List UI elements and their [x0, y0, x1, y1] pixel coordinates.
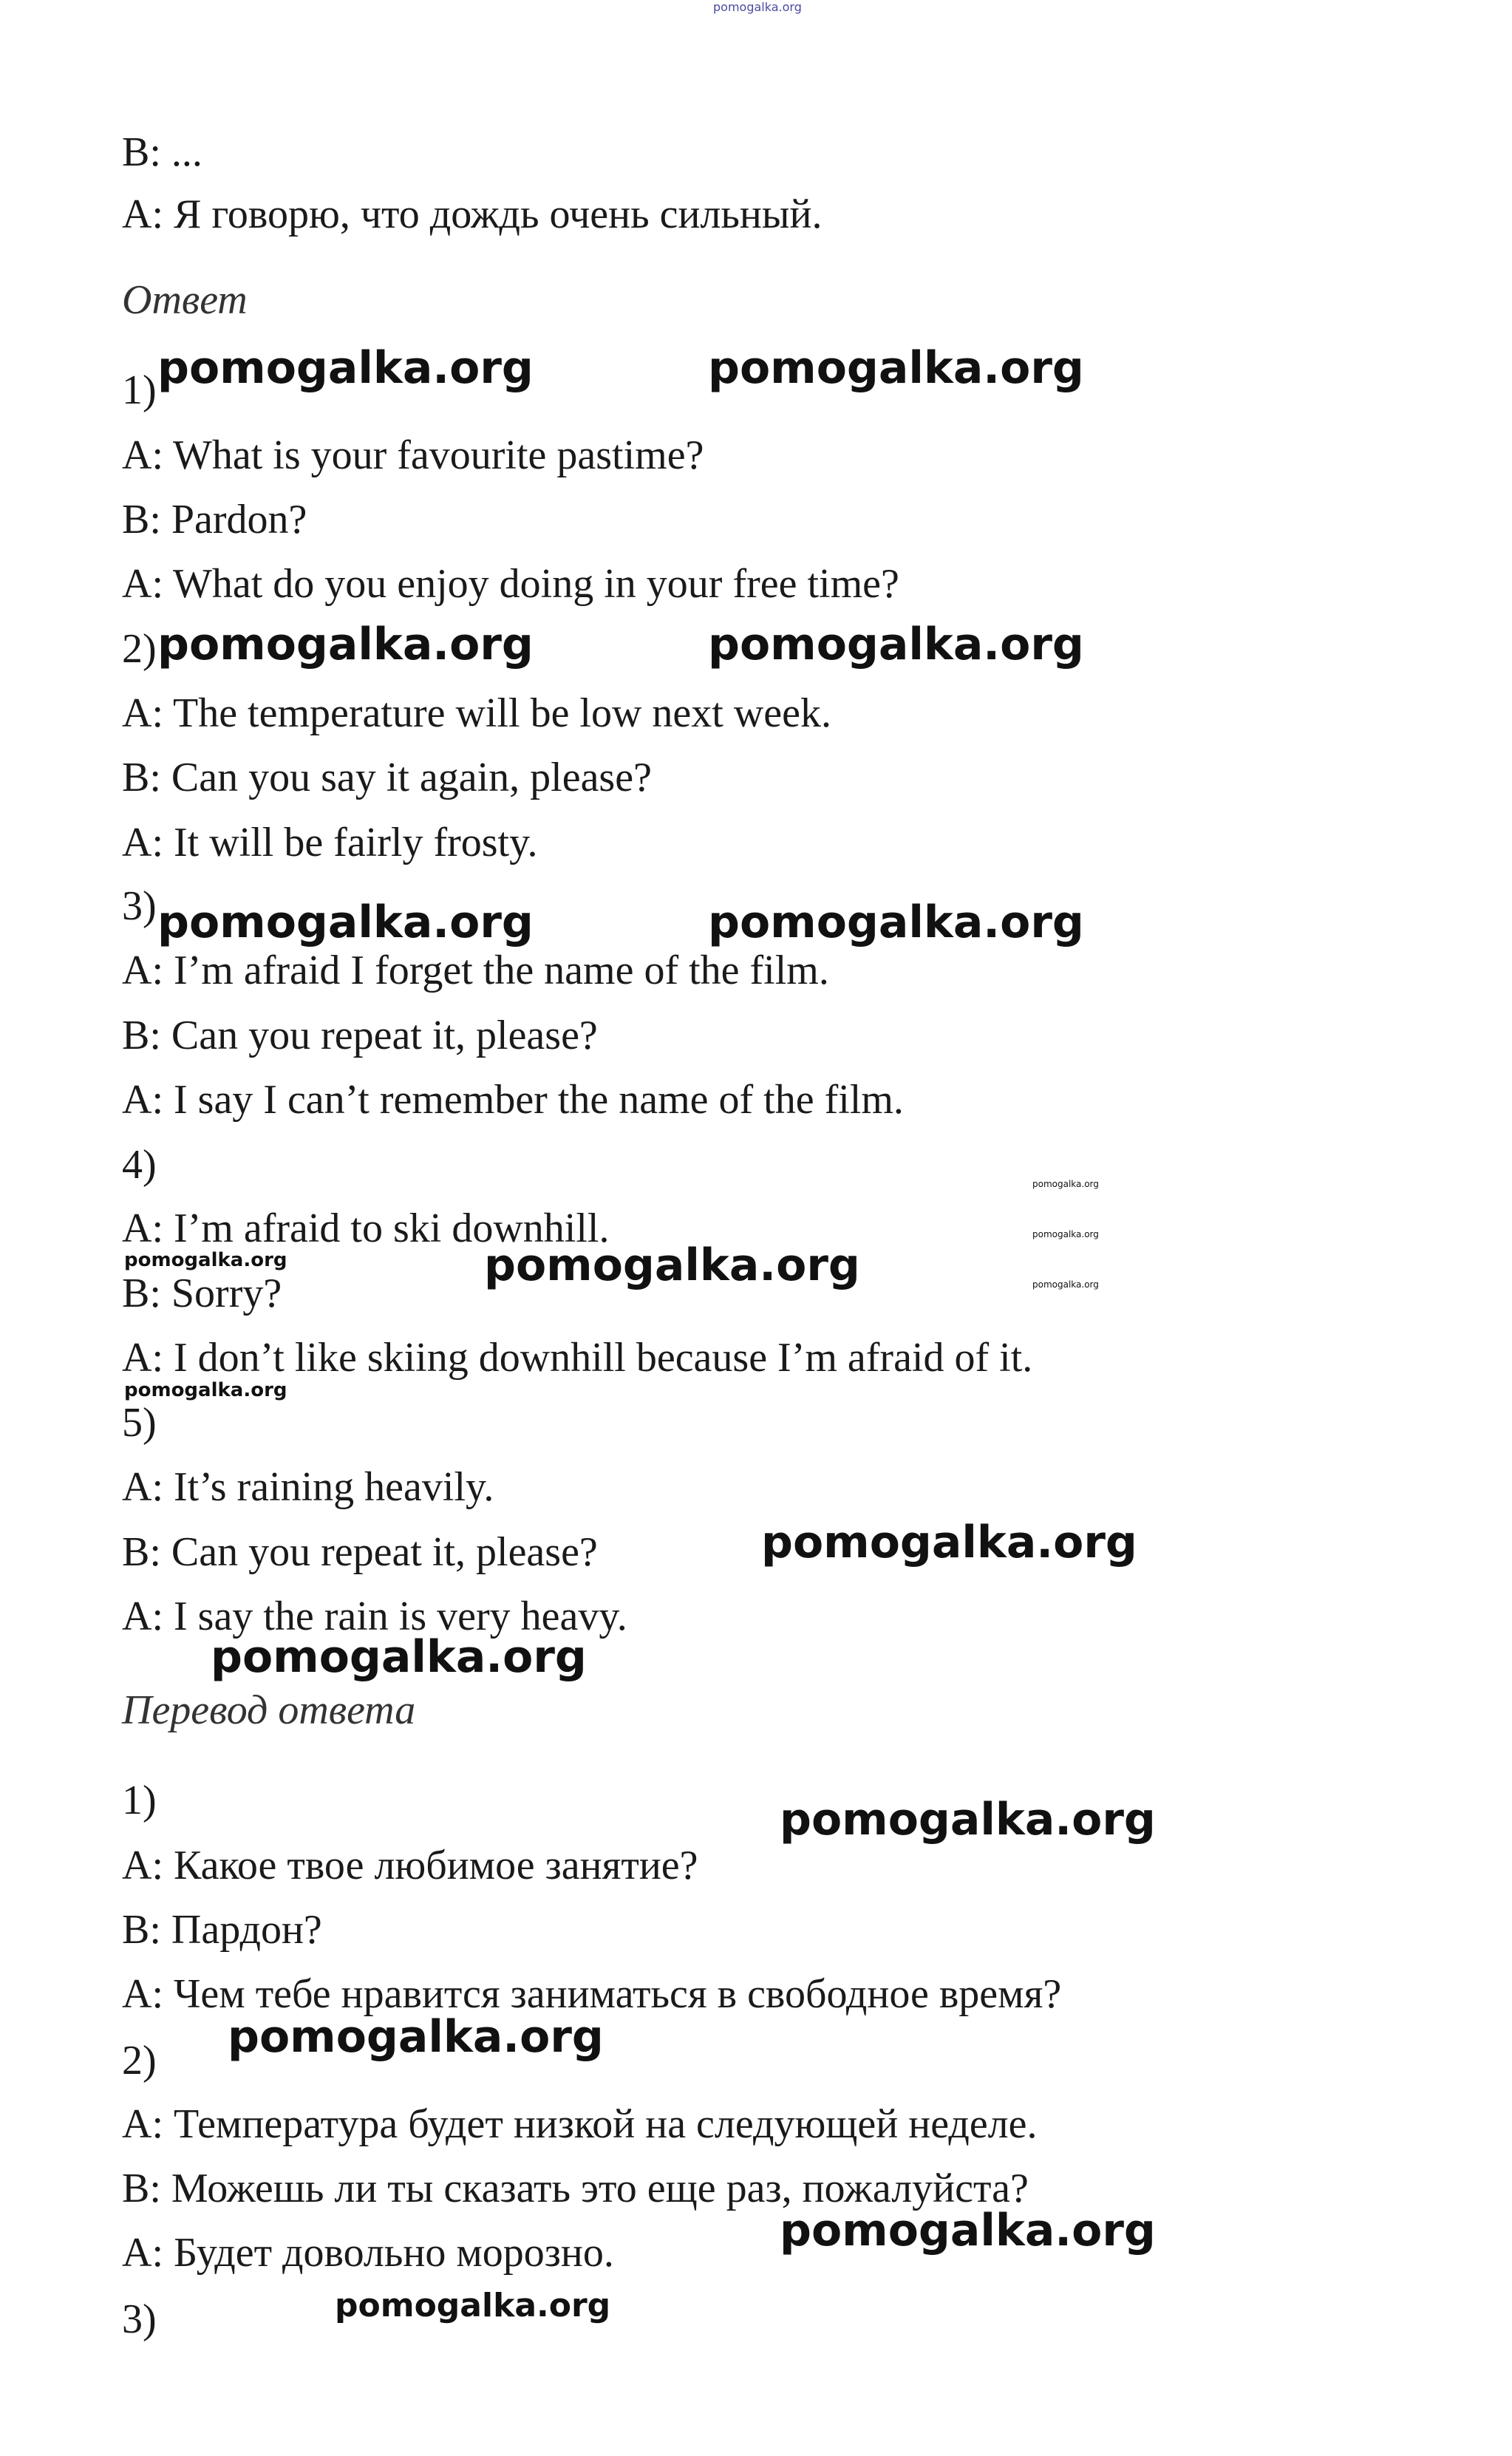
translation-dialogue-2-line-1: A: Температура будет низкой на следующей неделе. [122, 2101, 1038, 2147]
answer-dialogue-1-line-2: B: Pardon? [122, 497, 307, 542]
answer-dialogue-3-line-3: A: I say I can’t remember the name of the film. [122, 1077, 904, 1123]
answer-dialogue-3-line-2: B: Can you repeat it, please? [122, 1013, 598, 1058]
watermark: pomogalka.org [211, 1631, 587, 1683]
answer-dialogue-5-line-3: A: I say the rain is very heavy. [122, 1593, 627, 1639]
watermark: pomogalka.org [708, 897, 1084, 948]
answer-dialogue-2-line-2: B: Can you say it again, please? [122, 755, 652, 800]
watermark: pomogalka.org [708, 342, 1084, 394]
task-a-line: A: Я говорю, что дождь очень сильный. [122, 191, 823, 237]
answer-dialogue-1-number: 1) [122, 367, 157, 413]
task-b-line: B: ... [122, 129, 202, 175]
watermark: pomogalka.org [484, 1239, 860, 1291]
watermark: pomogalka.org [1032, 1179, 1099, 1189]
watermark: pomogalka.org [761, 1517, 1137, 1568]
watermark: pomogalka.org [780, 2205, 1156, 2256]
answer-dialogue-4-line-2: B: Sorry? [122, 1270, 282, 1316]
answer-dialogue-5-line-1: A: It’s raining heavily. [122, 1464, 494, 1510]
answer-dialogue-1-line-1: A: What is your favourite pastime? [122, 432, 704, 478]
answer-dialogue-2-line-1: A: The temperature will be low next week. [122, 690, 831, 736]
answer-dialogue-5-line-2: B: Can you repeat it, please? [122, 1529, 598, 1575]
translation-dialogue-3-number: 3) [122, 2296, 157, 2342]
answer-dialogue-4-number: 4) [122, 1142, 157, 1188]
answer-dialogue-3-line-1: A: I’m afraid I forget the name of the film. [122, 948, 829, 993]
translation-dialogue-2-line-3: A: Будет довольно морозно. [122, 2230, 614, 2276]
watermark: pomogalka.org [780, 1794, 1156, 1846]
answer-heading: Ответ [122, 277, 248, 323]
watermark: pomogalka.org [228, 2011, 604, 2063]
answer-dialogue-2-number: 2) [122, 626, 157, 672]
translation-dialogue-2-line-2: B: Можешь ли ты сказать это еще раз, пожалуйста? [122, 2166, 1029, 2211]
answer-dialogue-5-number: 5) [122, 1400, 157, 1446]
answer-dialogue-4-line-1: A: I’m afraid to ski downhill. [122, 1205, 610, 1251]
watermark: pomogalka.org [157, 342, 534, 394]
watermark: pomogalka.org [1032, 1229, 1099, 1239]
watermark-top: pomogalka.org [713, 0, 802, 14]
watermark: pomogalka.org [157, 619, 534, 670]
answer-dialogue-1-line-3: A: What do you enjoy doing in your free time? [122, 561, 899, 607]
translation-dialogue-1-line-3: A: Чем тебе нравится заниматься в свободное время? [122, 1971, 1062, 2017]
watermark: pomogalka.org [1032, 1279, 1099, 1290]
translation-heading: Перевод ответа [122, 1687, 416, 1733]
watermark: pomogalka.org [124, 1379, 287, 1401]
translation-dialogue-2-number: 2) [122, 2038, 157, 2083]
watermark: pomogalka.org [157, 897, 534, 948]
watermark: pomogalka.org [708, 619, 1084, 670]
answer-dialogue-4-line-3: A: I don’t like skiing downhill because I’m afraid of it. [122, 1335, 1033, 1381]
translation-dialogue-1-number: 1) [122, 1778, 157, 1823]
watermark: pomogalka.org [335, 2287, 611, 2324]
answer-dialogue-3-number: 3) [122, 883, 157, 929]
watermark: pomogalka.org [124, 1249, 287, 1271]
translation-dialogue-1-line-2: B: Пардон? [122, 1907, 322, 1953]
translation-dialogue-1-line-1: A: Какое твое любимое занятие? [122, 1843, 698, 1888]
answer-dialogue-2-line-3: A: It will be fairly frosty. [122, 820, 538, 865]
